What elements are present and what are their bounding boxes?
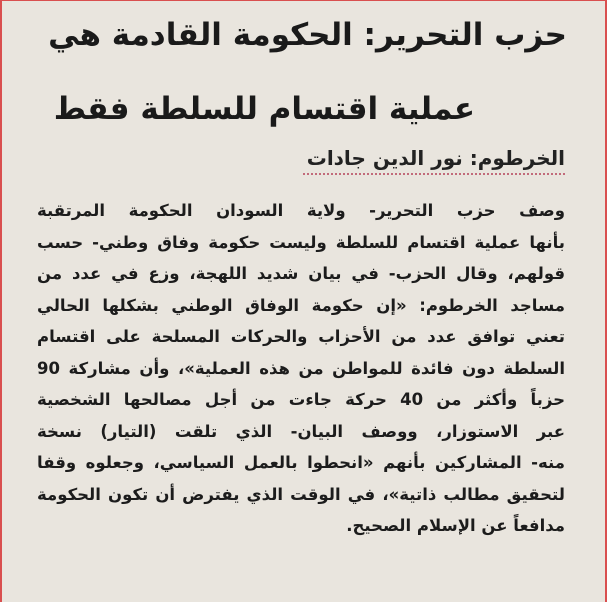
headline-line-1: حزب التحرير: الحكومة القادمة هي bbox=[48, 17, 567, 53]
article-body bbox=[37, 195, 565, 542]
body-line: مساجد الخرطوم: «إن حكومة الوفاق الوطني بشكلها الحالي bbox=[37, 295, 565, 315]
byline: الخرطوم: نور الدين جادات bbox=[306, 146, 565, 170]
body-line: تعني توافق عدد من الأحزاب والحركات المسلحة على اقتسام bbox=[37, 327, 565, 346]
body-line: بأنها عملية اقتسام للسلطة وليست حكومة وفاق وطني- حسب bbox=[37, 232, 565, 252]
body-line: مدافعاً عن الإسلام الصحيح. bbox=[346, 516, 565, 535]
body-line: عبر الاستوزار، ووصف البيان- الذي تلقت (التيار) نسخة bbox=[37, 421, 565, 441]
headline-line-2: عملية اقتسام للسلطة فقط bbox=[53, 91, 475, 127]
body-line: قولهم، وقال الحزب- في بيان شديد اللهجة، وزع في عدد من bbox=[37, 264, 565, 283]
body-line: حزباً وأكثر من 40 حركة جاءت من أجل مصالحها الشخصية bbox=[37, 390, 566, 409]
body-line: لتحقيق مطالب ذاتية»، في الوقت الذي يفترض أن تكون الحكومة bbox=[37, 484, 565, 504]
byline-underline bbox=[303, 173, 565, 175]
body-line: وصف حزب التحرير- ولاية السودان الحكومة المرتقبة bbox=[37, 201, 565, 220]
body-line: السلطة دون فائدة للمواطن من هذه العملية»، وأن مشاركة 90 bbox=[37, 358, 565, 378]
body-line: منه- المشاركين بأنهم «انحطوا بالعمل السياسي، وجعلوه وقفا bbox=[37, 453, 565, 472]
